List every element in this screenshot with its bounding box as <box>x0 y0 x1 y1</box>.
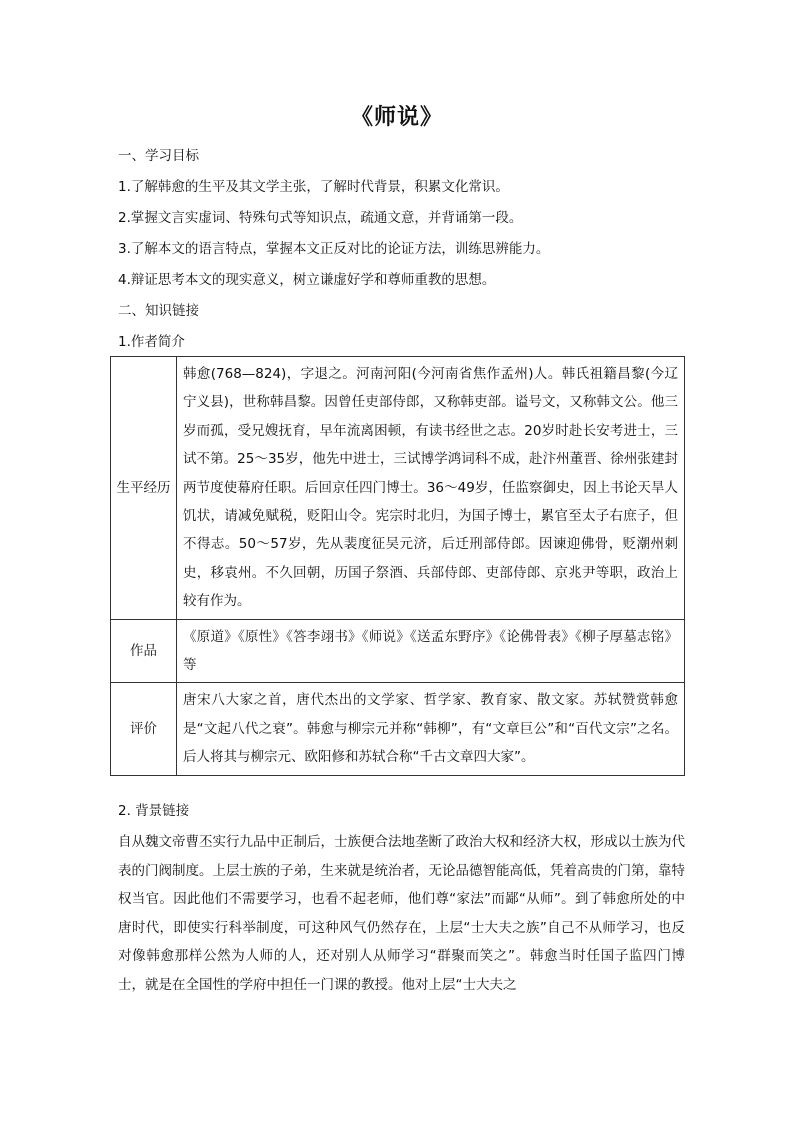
table-row <box>111 619 685 683</box>
row-label-works: 作品 <box>111 619 177 683</box>
background-paragraph: 自从魏文帝曹丕实行九品中正制后，士族便合法地垄断了政治大权和经济大权，形成以士族为代表的门阀制度。上层士族的子弟，生来就是统治者，无论品德智能高低，凭着高贵的门第，靠特权当官。因此他们不需要学习，也看不起老师，他们尊“家法”而鄙“从师”。到了韩愈所处的中唐时代，即使实行科举制度，可这种风气仍然存在，上层“士大夫之族”自己不从师学习，也反对像韩愈那样公然为人师的人，还对别人从师学习“群聚而笑之”。韩愈当时任国子监四门博士，就是在全国性的学府中担任一门课的教授。他对上层“士大夫之 <box>118 834 685 993</box>
subheading-author: 1.作者简介 <box>118 334 185 350</box>
table-row <box>111 683 685 775</box>
document-title: 《师说》 <box>350 104 443 130</box>
row-label-evaluation: 评价 <box>111 683 177 775</box>
goal-item-3: 3.了解本文的语言特点，掌握本文正反对比的论证方法，训练思辨能力。 <box>118 241 550 257</box>
section-heading-goals: 一、学习目标 <box>118 148 199 164</box>
goal-item-4: 4.辩证思考本文的现实意义，树立谦虚好学和尊师重教的思想。 <box>118 272 496 288</box>
row-content-life: 韩愈(768—824)，字退之。河南河阳(今河南省焦作孟州)人。韩氏祖籍昌黎(今辽宁义县)，世称韩昌黎。因曾任吏部侍郎，又称韩吏部。谥号文，又称韩文公。他三岁而孤，受兄嫂抚育，早年流离困顿，有读书经世之志。20岁时赴长安考进士，三试不第。25～35岁，他先中进士，三试博学鸿词科不成，赴汴州董晋、徐州张建封两节度使幕府任职。后回京任四门博士。36～49岁，任监察御史，因上书论天旱人饥状，请减免赋税，贬阳山令。宪宗时北归，为国子博士，累官至太子右庶子，但不得志。50～57岁，先从裴度征吴元济，后迁刑部侍郎。因谏迎佛骨，贬潮州刺史，移袁州。不久回朝，历国子祭酒、兵部侍郎、吏部侍郎、京兆尹等职，政治上较有作为。 <box>177 357 685 620</box>
section-heading-knowledge: 二、知识链接 <box>118 303 199 319</box>
author-info-table <box>110 356 685 776</box>
row-content-evaluation: 唐宋八大家之首，唐代杰出的文学家、哲学家、教育家、散文家。苏轼赞赏韩愈是“文起八代之衰”。韩愈与柳宗元并称“韩柳”，有“文章巨公”和“百代文宗”之名。后人将其与柳宗元、欧阳修和苏轼合称“千古文章四大家”。 <box>177 683 685 775</box>
goal-item-1: 1.了解韩愈的生平及其文学主张，了解时代背景，积累文化常识。 <box>118 179 509 195</box>
row-label-life: 生平经历 <box>111 357 177 620</box>
table-row <box>111 357 685 620</box>
row-content-works: 《原道》《原性》《答李翊书》《师说》《送孟东野序》《论佛骨表》《柳子厚墓志铭》等 <box>177 619 685 683</box>
subheading-background: 2. 背景链接 <box>118 803 190 819</box>
goal-item-2: 2.掌握文言实虚词、特殊句式等知识点，疏通文意，并背诵第一段。 <box>118 210 523 226</box>
